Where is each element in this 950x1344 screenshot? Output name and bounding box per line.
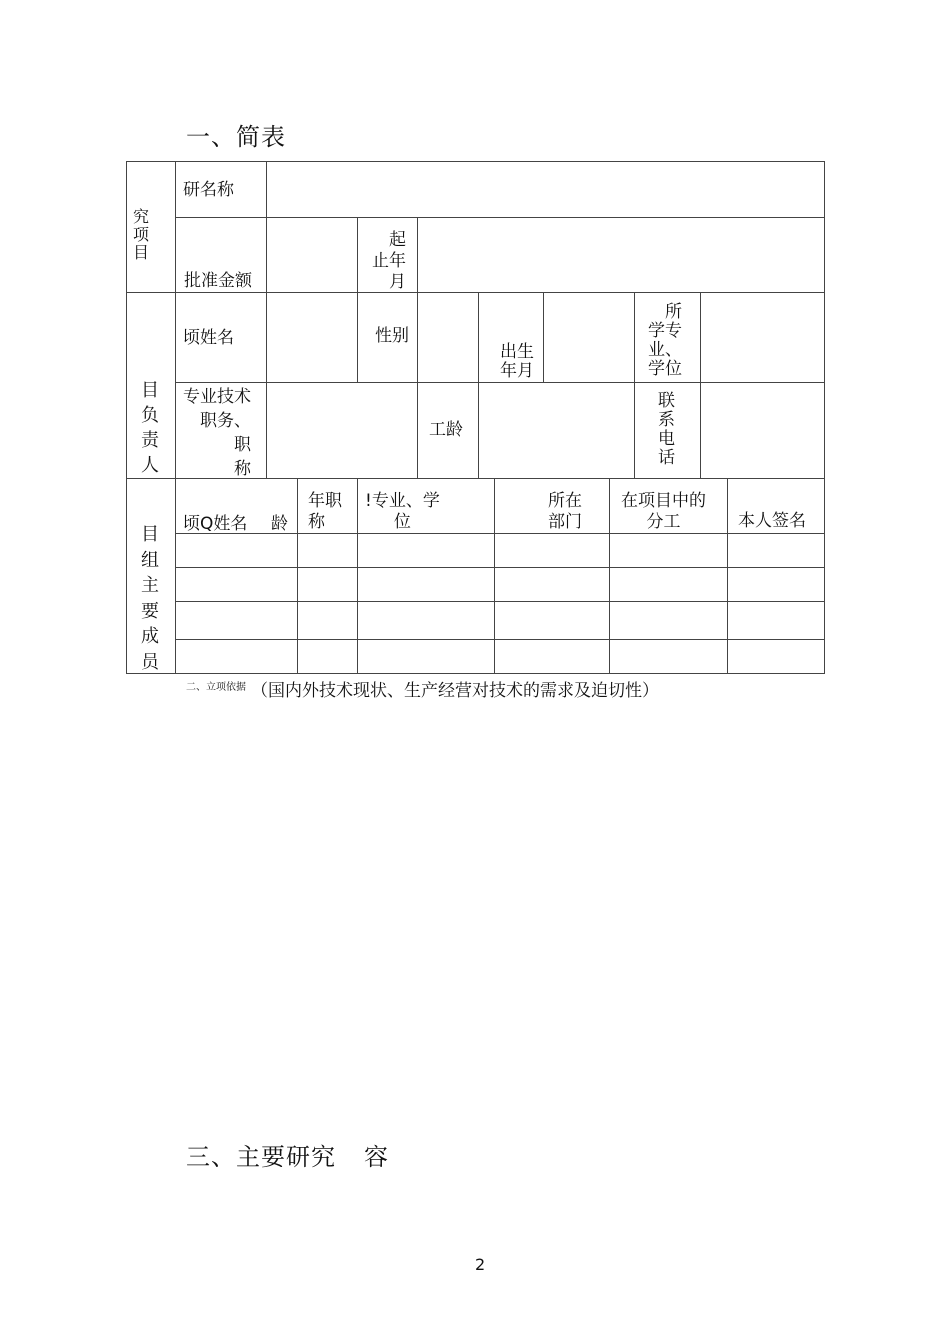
leader-side-label: 目 负 责 人 bbox=[141, 380, 159, 476]
table-line bbox=[175, 217, 825, 218]
member-header-major: !专业、学 位 bbox=[365, 491, 440, 532]
birth-date-label: 出生 年月 bbox=[500, 342, 534, 381]
table-line bbox=[266, 161, 267, 292]
table-line bbox=[175, 382, 825, 383]
section-3-title-tail: 容 bbox=[364, 1143, 389, 1171]
table-line bbox=[126, 161, 127, 674]
major-degree-label: 所 学专 业、 学位 bbox=[648, 302, 682, 379]
table-line bbox=[634, 292, 635, 479]
page-number: 2 bbox=[475, 1255, 486, 1274]
table-line bbox=[357, 292, 358, 382]
section-2-prefix: 二、立项依据 bbox=[186, 682, 246, 693]
project-name-label: 研名称 bbox=[183, 180, 234, 200]
member-header-role: 在项目中的 分工 bbox=[621, 491, 706, 532]
gender-label: 性别 bbox=[375, 326, 409, 346]
phone-label: 联 系 电 话 bbox=[658, 391, 675, 468]
table-line bbox=[543, 292, 544, 382]
table-line bbox=[357, 217, 358, 292]
table-line bbox=[126, 292, 825, 293]
table-line bbox=[417, 217, 418, 292]
member-header-sign: 本人签名 bbox=[738, 511, 806, 531]
table-line bbox=[266, 292, 267, 479]
members-side-label: 目 组 主 要 成 员 bbox=[141, 524, 159, 673]
table-row[interactable] bbox=[176, 640, 824, 672]
member-header-title: 年职 称 bbox=[308, 491, 342, 532]
table-line bbox=[126, 161, 825, 162]
table-line bbox=[824, 161, 825, 674]
tech-title-label: 专业技术 职务、 职 称 bbox=[183, 387, 251, 479]
member-header-dept: 所在 部门 bbox=[548, 491, 582, 532]
table-line bbox=[417, 292, 418, 479]
table-line bbox=[478, 292, 479, 479]
approved-amount-label: 批准金额 bbox=[184, 271, 252, 291]
section-2-note: （国内外技术现状、生产经营对技术的需求及迫切性） bbox=[251, 681, 659, 701]
period-label: 起 止年 月 bbox=[372, 230, 406, 292]
table-row[interactable] bbox=[176, 602, 824, 638]
section-3-title: 三、主要研究 bbox=[186, 1143, 336, 1171]
table-line bbox=[126, 673, 825, 674]
section-1-title: 一、简表 bbox=[186, 123, 286, 151]
member-header-age: 龄 bbox=[271, 514, 288, 534]
member-header-name: 顷Q姓名 bbox=[183, 514, 248, 534]
leader-name-label: 顷姓名 bbox=[183, 328, 234, 348]
table-row[interactable] bbox=[176, 568, 824, 600]
seniority-label: 工龄 bbox=[429, 420, 463, 440]
project-side-label: 究 项 目 bbox=[133, 207, 150, 262]
table-line bbox=[700, 292, 701, 479]
table-row[interactable] bbox=[176, 534, 824, 566]
